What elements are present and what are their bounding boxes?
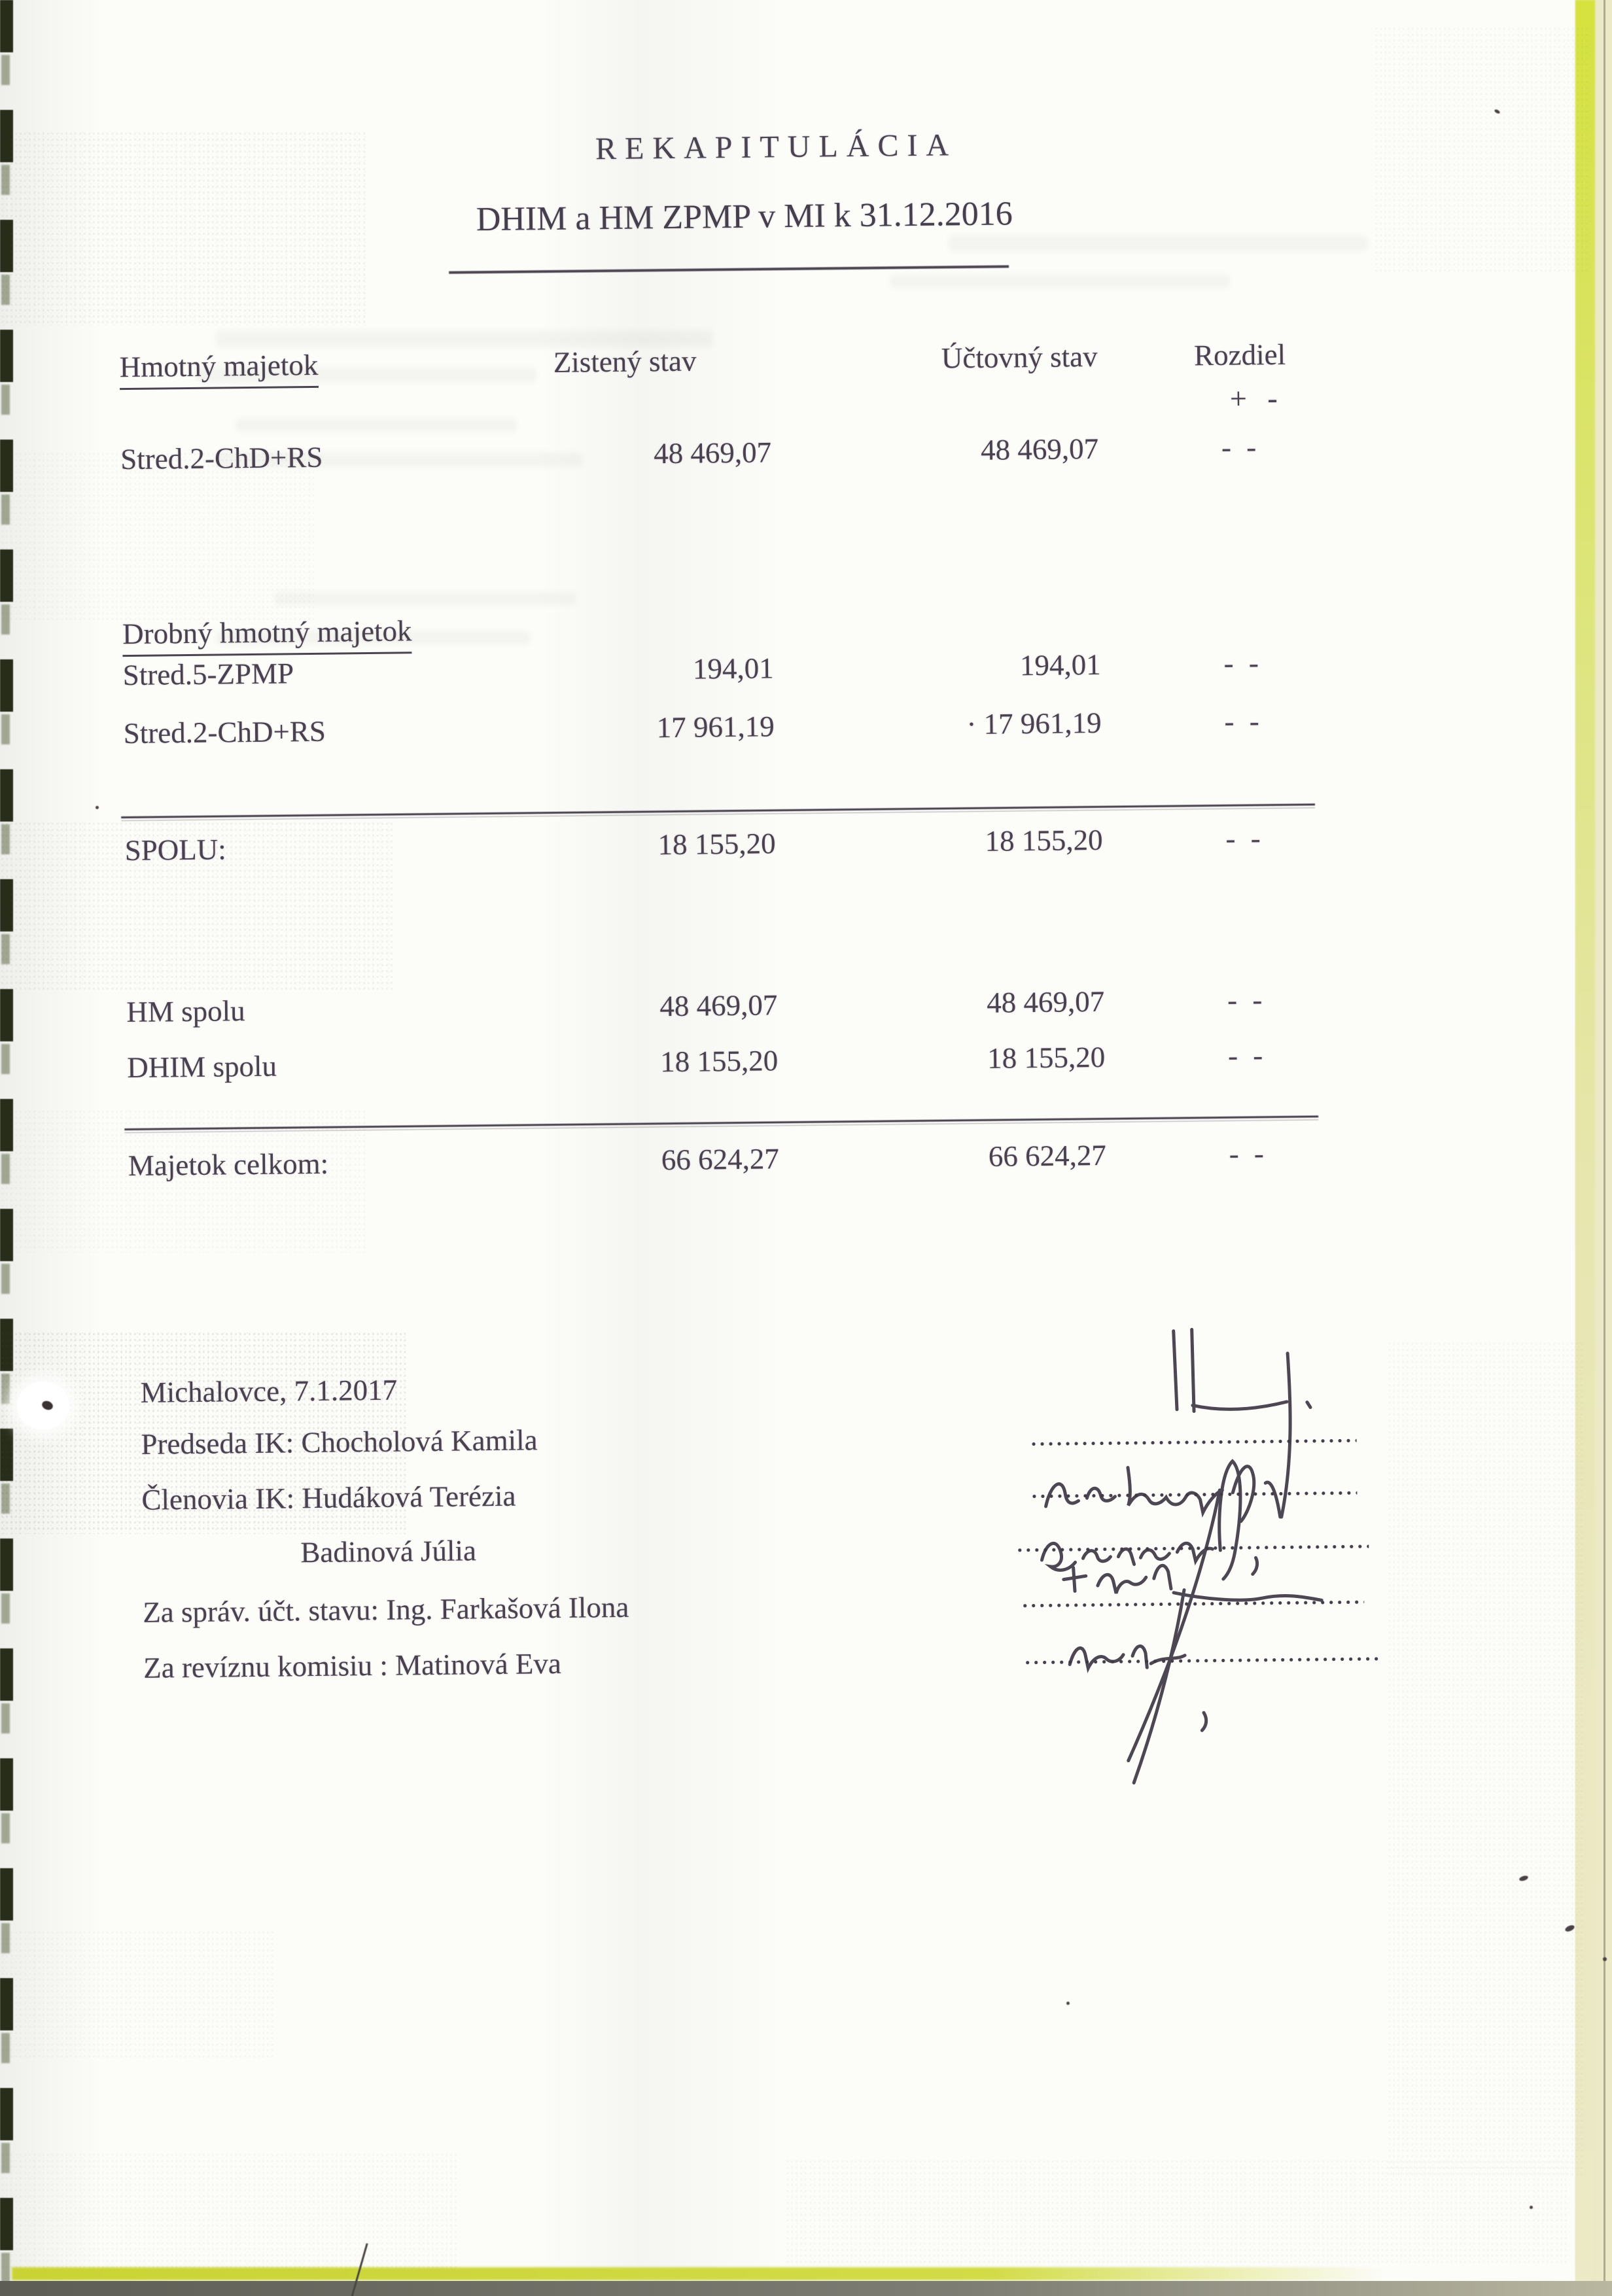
row-label: Stred.2-ChD+RS <box>123 714 326 750</box>
section2-header-wrap <box>122 614 412 651</box>
col-header-uctovny: Účtovný stav <box>941 339 1098 375</box>
place-date: Michalovce, 7.1.2017 <box>140 1373 398 1409</box>
row-uctovny-value: 194,01 <box>1019 648 1101 682</box>
section2-header: Drobný hmotný majetok <box>122 614 412 657</box>
col-header-rozdiel: Rozdiel <box>1193 338 1286 372</box>
col-header-zisteny: Zistený stav <box>553 344 697 379</box>
row-rozdiel-value: - - <box>1224 704 1264 738</box>
horizontal-rule <box>124 1115 1318 1133</box>
horizontal-rule <box>121 803 1315 821</box>
title-underline-rule <box>449 265 1009 273</box>
row-rozdiel-value: - - <box>1229 1137 1269 1170</box>
doc-subtitle: DHIM a HM ZPMP v MI k 31.12.2016 <box>476 195 1013 239</box>
revision-line: Za revíznu komisiu : Matinová Eva <box>143 1646 562 1684</box>
accounting-line: Za správ. účt. stavu: Ing. Farkašová Ilona <box>143 1590 629 1629</box>
row-rozdiel-value: - - <box>1221 430 1261 464</box>
row-uctovny-value: 18 155,20 <box>987 1040 1106 1075</box>
row-uctovny-value: 48 469,07 <box>986 984 1105 1019</box>
row-zisteny-value: 66 624,27 <box>661 1142 780 1177</box>
row-label: Stred.2-ChD+RS <box>120 440 323 476</box>
row-zisteny-value: 194,01 <box>692 652 774 686</box>
table-row <box>120 429 1308 476</box>
row-uctovny-value: 48 469,07 <box>980 432 1099 466</box>
row-zisteny-value: 48 469,07 <box>659 988 778 1023</box>
section1-header: Hmotný majetok <box>119 349 318 390</box>
row-label: Stred.5-ZPMP <box>122 657 294 692</box>
doc-title: REKAPITULÁCIA <box>595 128 958 167</box>
chair-line: Predseda IK: Chocholová Kamila <box>141 1423 538 1461</box>
row-zisteny-value: 17 961,19 <box>656 710 775 744</box>
table-header-row <box>119 337 1306 384</box>
row-label: SPOLU: <box>124 833 226 867</box>
row-rozdiel-value: - - <box>1227 1039 1267 1072</box>
table-row-spolu <box>124 820 1312 867</box>
row-label: Majetok celkom: <box>128 1147 329 1183</box>
table-row <box>123 703 1310 750</box>
row-uctovny-value: 66 624,27 <box>988 1138 1107 1173</box>
row-rozdiel-value: - - <box>1227 983 1267 1017</box>
signature-scribbles <box>951 1294 1453 1796</box>
table-row-hm-total <box>126 982 1314 1029</box>
member2-line: Badinová Júlia <box>300 1534 477 1569</box>
row-rozdiel-value: - - <box>1223 646 1263 680</box>
row-zisteny-value: 18 155,20 <box>657 827 776 861</box>
rozdiel-plus-minus: + - <box>1229 381 1284 415</box>
row-rozdiel-value: - - <box>1225 822 1265 855</box>
row-uctovny-value: 18 155,20 <box>985 823 1103 858</box>
row-label: DHIM spolu <box>126 1049 277 1085</box>
row-uctovny-value: · 17 961,19 <box>966 706 1102 741</box>
row-zisteny-value: 48 469,07 <box>653 436 772 470</box>
row-zisteny-value: 18 155,20 <box>659 1044 779 1079</box>
row-label: HM spolu <box>126 994 245 1029</box>
members-line: Členovia IK: Hudáková Terézia <box>141 1479 516 1516</box>
table-row-grand-total <box>128 1136 1316 1183</box>
table-row-dhim-total <box>127 1037 1314 1085</box>
